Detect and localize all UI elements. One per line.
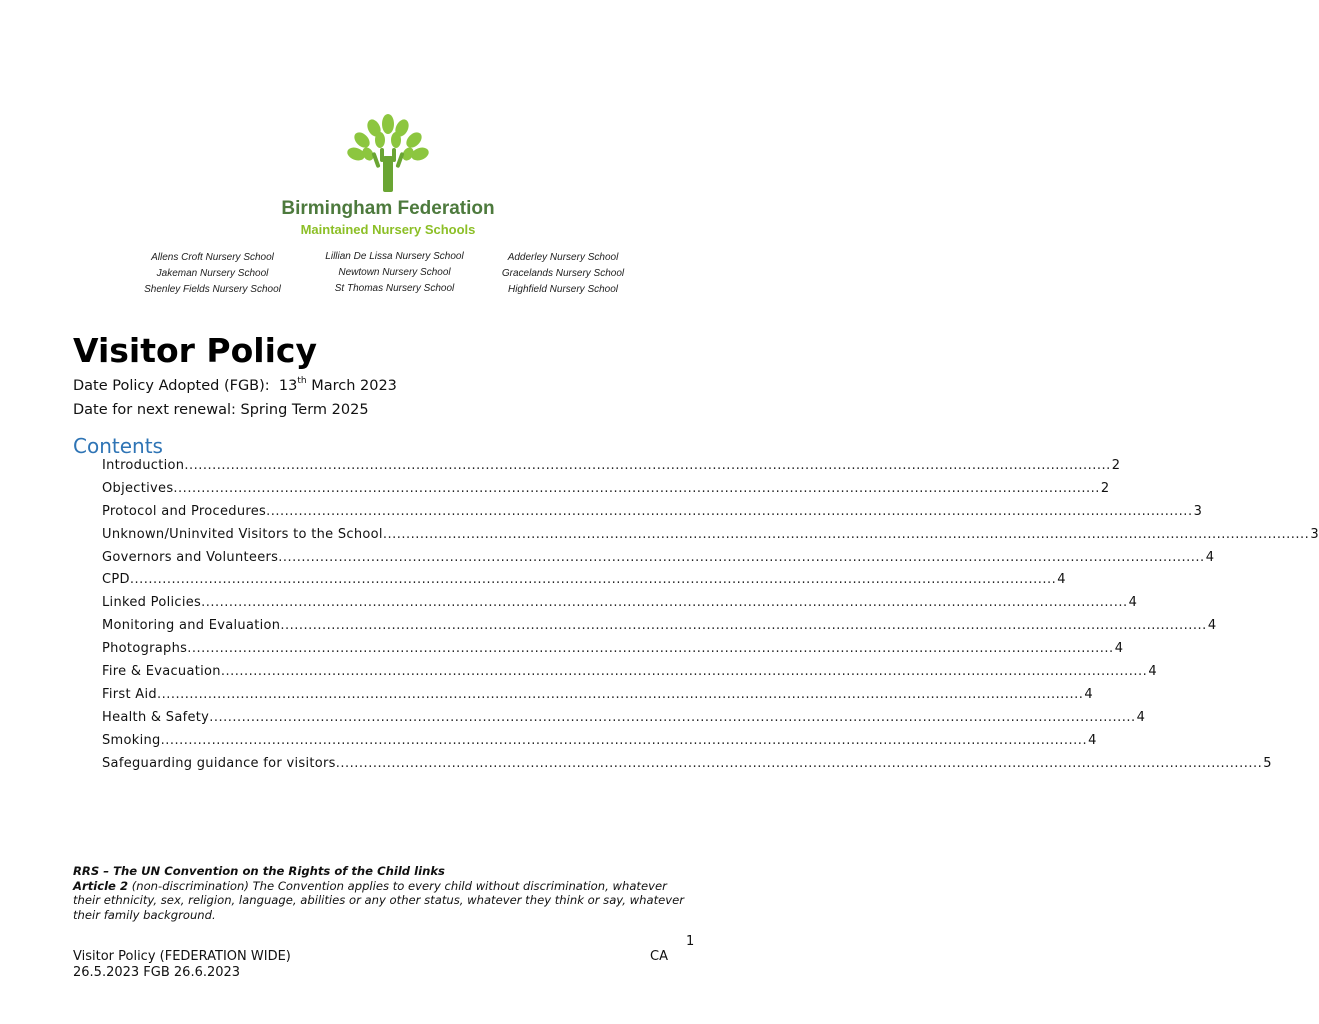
toc-entry[interactable] <box>102 709 1146 733</box>
school-name: Adderley Nursery School <box>507 252 619 263</box>
logo-title: Birmingham Federation <box>281 198 495 219</box>
toc-entry[interactable] <box>102 458 1121 481</box>
school-name: Shenley Fields Nursery School <box>144 284 281 295</box>
school-name: Lillian De Lissa Nursery School <box>325 251 464 262</box>
toc-entry-label: Safeguarding guidance for visitors <box>102 755 336 771</box>
toc-entry-page: 3 <box>1310 526 1319 542</box>
date-adopted-label: Date Policy Adopted (FGB): <box>73 378 270 394</box>
toc-entry-page: 4 <box>1136 709 1146 725</box>
toc-entry-label: Fire & Evacuation <box>102 664 221 680</box>
toc-leader-dots: ........................................................................................................................................................................................................ <box>382 526 1310 542</box>
toc-entry-page: 4 <box>1088 732 1097 748</box>
rrs-text: (non-discrimination) The Convention applies to every child without discrimination, whatever their ethnicity, sex, religion, language, abilities or any other status, whatever they think or say, whatever their family background. <box>73 878 685 922</box>
school-name: Newtown Nursery School <box>338 267 451 278</box>
toc-leader-dots: ........................................................................................................................................................................................................ <box>220 664 1148 680</box>
toc-entry-page: 4 <box>1084 686 1093 702</box>
toc-leader-dots: ........................................................................................................................................................................................................ <box>184 458 1111 473</box>
toc-entry[interactable] <box>102 732 1097 756</box>
school-name: Gracelands Nursery School <box>501 268 625 279</box>
toc-entry-label: First Aid <box>102 686 157 702</box>
toc-entry[interactable] <box>102 755 1272 779</box>
toc-entry-label: Monitoring and Evaluation <box>102 618 281 634</box>
tree-logo-icon <box>278 112 498 198</box>
toc-entry[interactable] <box>102 503 1203 527</box>
toc-entry-label: Introduction <box>102 458 185 473</box>
toc-leader-dots: ........................................................................................................................................................................................................ <box>201 595 1128 611</box>
toc-entry-label: Linked Policies <box>102 595 202 611</box>
date-adopted-rest: March 2023 <box>311 378 397 394</box>
date-adopted <box>73 376 397 394</box>
rrs-article: Article 2 <box>73 878 129 893</box>
page-number: 1 <box>686 934 695 949</box>
toc-entry-page: 4 <box>1148 664 1157 680</box>
toc-entry[interactable] <box>102 572 1066 595</box>
table-of-contents <box>102 458 1319 778</box>
toc-entry-page: 4 <box>1114 641 1124 657</box>
date-renewal: Date for next renewal: Spring Term 2025 <box>73 402 369 418</box>
toc-entry[interactable] <box>102 664 1157 687</box>
toc-entry-label: Protocol and Procedures <box>102 503 267 519</box>
toc-leader-dots: ........................................................................................................................................................................................................ <box>278 549 1205 565</box>
toc-entry[interactable] <box>102 480 1110 504</box>
date-adopted-suffix: th <box>297 376 307 386</box>
page-title: Visitor Policy <box>73 331 317 370</box>
toc-entry-page: 4 <box>1128 595 1138 611</box>
rrs-heading: RRS – The UN Convention on the Rights of the Child links <box>73 864 445 878</box>
school-name: Allens Croft Nursery School <box>151 252 274 263</box>
federation-logo <box>278 112 498 242</box>
date-adopted-day: 13 <box>278 378 298 394</box>
toc-entry[interactable] <box>102 618 1217 641</box>
schools-column-2 <box>318 249 471 297</box>
toc-leader-dots: ........................................................................................................................................................................................................ <box>335 755 1263 771</box>
toc-entry-label: Photographs <box>102 641 188 657</box>
toc-entry[interactable] <box>102 595 1138 618</box>
toc-entry-label: Governors and Volunteers <box>102 549 279 565</box>
contents-heading: Contents <box>73 434 163 458</box>
toc-leader-dots: ........................................................................................................................................................................................................ <box>187 641 1114 657</box>
footer-dates: 26.5.2023 FGB 26.6.2023 <box>73 965 241 980</box>
toc-entry-page: 3 <box>1193 503 1203 519</box>
rrs-note <box>73 864 688 922</box>
toc-entry[interactable] <box>102 686 1093 710</box>
toc-entry-page: 2 <box>1100 480 1110 496</box>
toc-leader-dots: ........................................................................................................................................................................................................ <box>173 480 1100 496</box>
schools-column-3 <box>498 250 628 298</box>
footer-left <box>73 949 291 981</box>
toc-leader-dots: ........................................................................................................................................................................................................ <box>266 503 1193 519</box>
toc-entry[interactable] <box>102 526 1319 550</box>
toc-entry[interactable] <box>102 549 1215 573</box>
school-name: St Thomas Nursery School <box>334 283 455 294</box>
school-name: Highfield Nursery School <box>507 284 619 295</box>
toc-leader-dots: ........................................................................................................................................................................................................ <box>156 686 1084 702</box>
toc-leader-dots: ........................................................................................................................................................................................................ <box>209 709 1136 725</box>
toc-entry-page: 4 <box>1205 549 1215 565</box>
logo-subtitle: Maintained Nursery Schools <box>300 222 476 237</box>
toc-entry-label: CPD <box>102 572 130 588</box>
footer-initials: CA <box>650 949 668 964</box>
footer-doc-title: Visitor Policy (FEDERATION WIDE) <box>73 949 291 964</box>
toc-leader-dots: ........................................................................................................................................................................................................ <box>160 732 1088 748</box>
schools-column-1 <box>140 250 285 298</box>
toc-entry-page: 2 <box>1111 458 1121 473</box>
toc-entry-label: Unknown/Uninvited Visitors to the School <box>102 526 383 542</box>
toc-leader-dots: ........................................................................................................................................................................................................ <box>280 618 1207 634</box>
toc-entry[interactable] <box>102 641 1124 664</box>
toc-leader-dots: ........................................................................................................................................................................................................ <box>129 572 1057 588</box>
toc-entry-label: Smoking <box>102 732 161 748</box>
toc-entry-page: 5 <box>1263 755 1272 771</box>
toc-entry-label: Objectives <box>102 480 174 496</box>
toc-entry-page: 4 <box>1057 572 1066 588</box>
toc-entry-label: Health & Safety <box>102 709 210 725</box>
toc-entry-page: 4 <box>1207 618 1217 634</box>
school-name: Jakeman Nursery School <box>156 268 269 279</box>
